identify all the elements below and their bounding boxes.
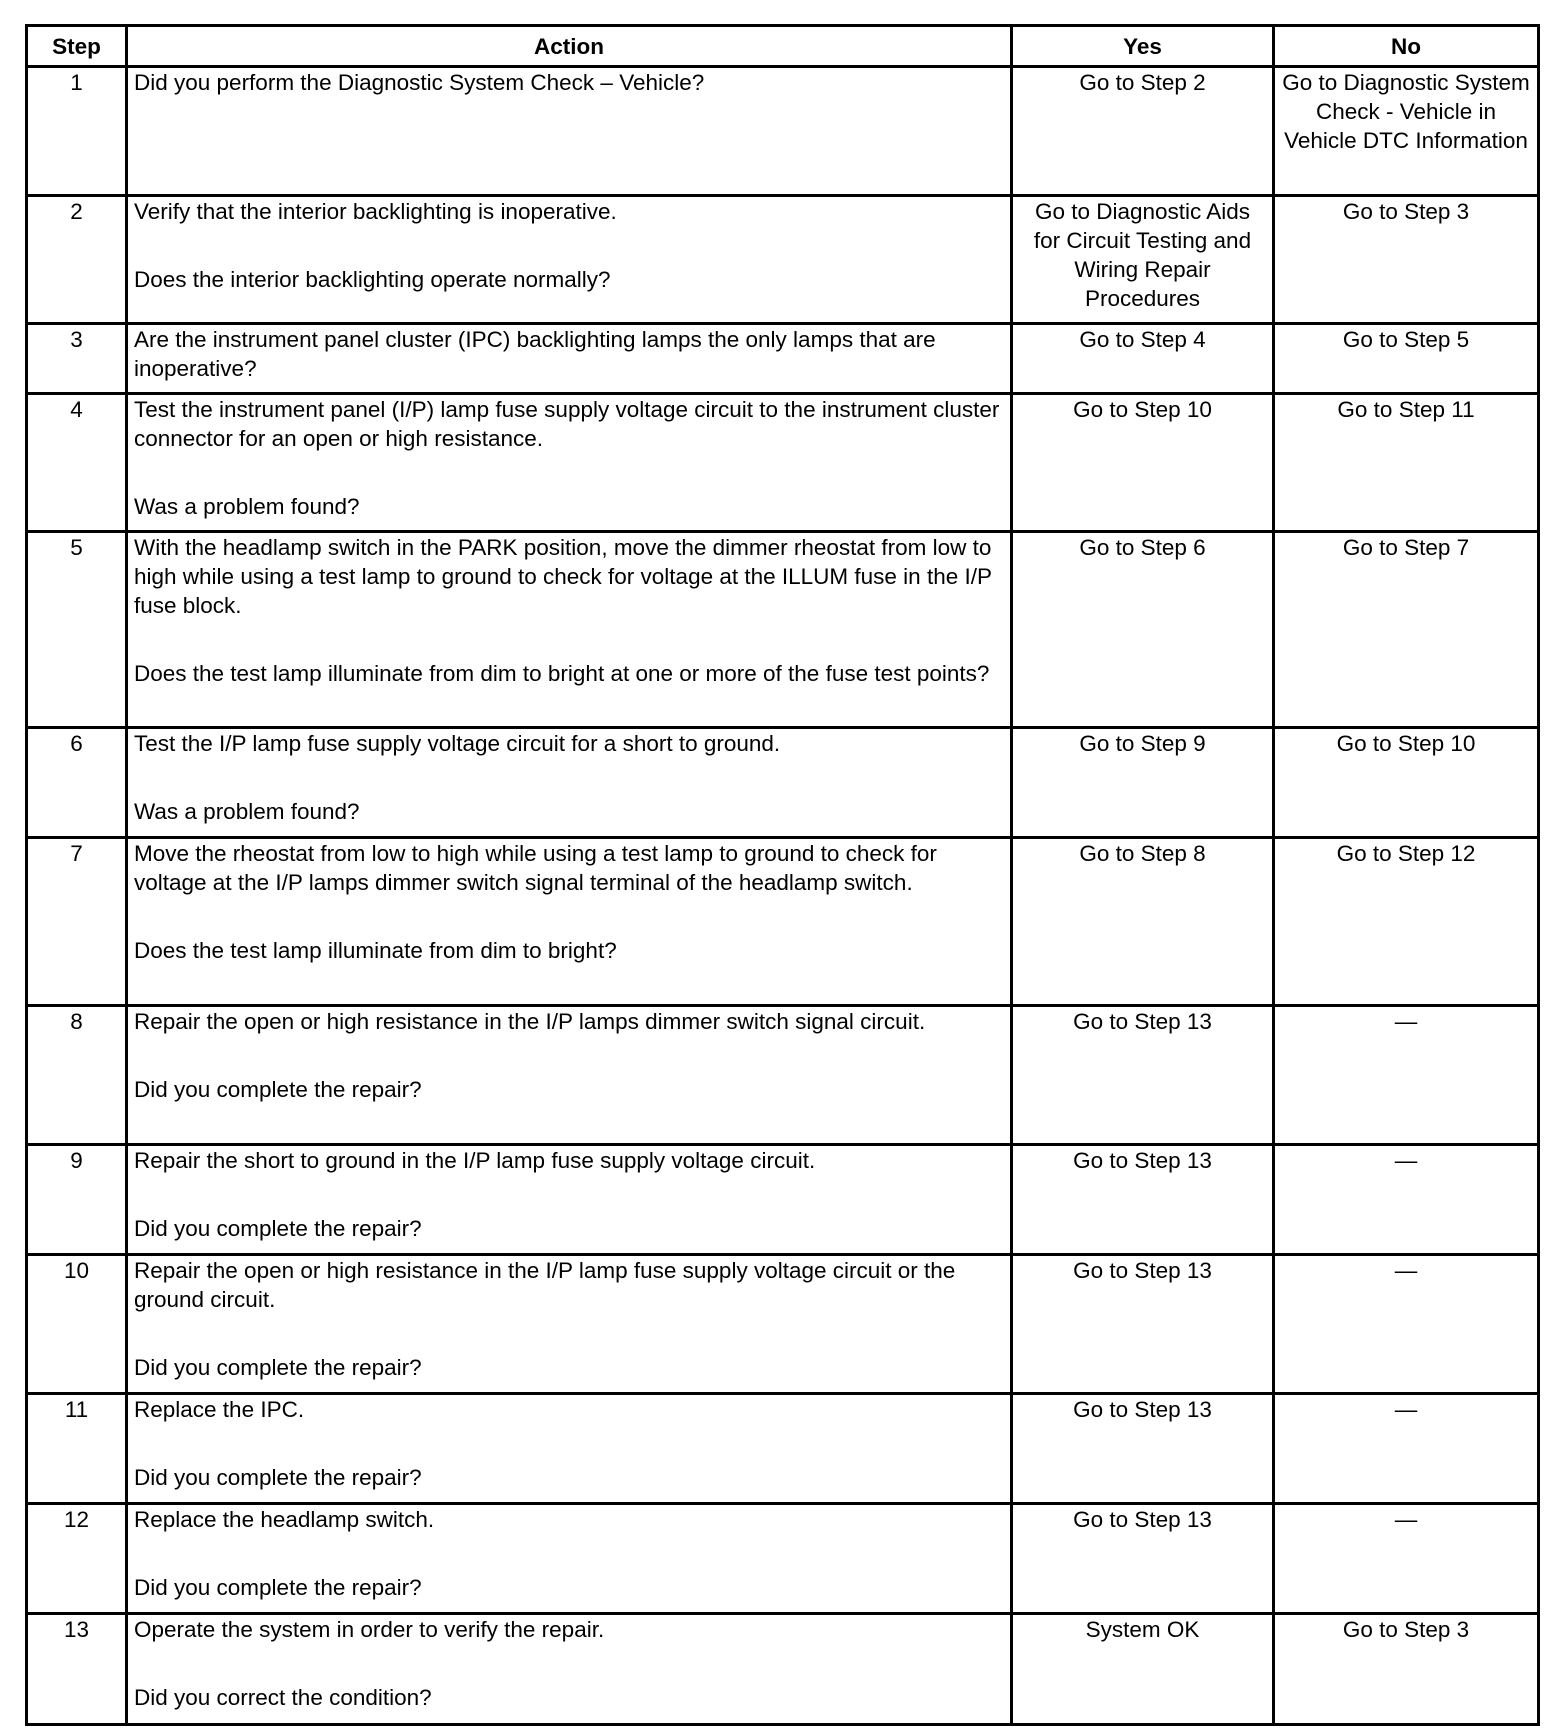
table-row — [27, 1255, 1539, 1394]
no-cell: Go to Step 10 — [1274, 728, 1539, 838]
table-row — [27, 196, 1539, 324]
step-number: 2 — [27, 196, 127, 324]
action-text: Operate the system in order to verify the repair. — [134, 1617, 605, 1642]
no-cell: Go to Step 5 — [1274, 324, 1539, 394]
header-step: Step — [27, 26, 127, 67]
action-text: Repair the open or high resistance in the I/P lamp fuse supply voltage circuit or the ground circuit. — [134, 1258, 962, 1312]
action-question: Does the test lamp illuminate from dim to bright at one or more of the fuse test points? — [134, 661, 990, 686]
yes-cell: Go to Step 13 — [1012, 1504, 1274, 1614]
action-cell — [127, 1006, 1012, 1145]
step-number: 8 — [27, 1006, 127, 1145]
action-cell — [127, 728, 1012, 838]
header-yes: Yes — [1012, 26, 1274, 67]
step-number: 10 — [27, 1255, 127, 1394]
step-number: 3 — [27, 324, 127, 394]
step-number: 12 — [27, 1504, 127, 1614]
step-number: 1 — [27, 67, 127, 196]
table-row — [27, 67, 1539, 196]
action-question: Did you complete the repair? — [134, 1216, 422, 1241]
yes-cell: Go to Step 13 — [1012, 1145, 1274, 1255]
action-text: Repair the open or high resistance in the I/P lamps dimmer switch signal circuit. — [134, 1009, 926, 1034]
action-text: With the headlamp switch in the PARK position, move the dimmer rheostat from low to high while using a test lamp to ground to check for voltage at the ILLUM fuse in the I/P fuse block. — [134, 535, 998, 618]
action-text: Move the rheostat from low to high while using a test lamp to ground to check for voltage at the I/P lamps dimmer switch signal terminal of the headlamp switch. — [134, 841, 944, 895]
step-number: 9 — [27, 1145, 127, 1255]
action-cell — [127, 1614, 1012, 1725]
table-row — [27, 324, 1539, 394]
table-row — [27, 1504, 1539, 1614]
action-cell — [127, 838, 1012, 1006]
action-question: Does the interior backlighting operate normally? — [134, 267, 611, 292]
table-row — [27, 838, 1539, 1006]
no-cell: — — [1274, 1255, 1539, 1394]
header-no: No — [1274, 26, 1539, 67]
action-question: Did you complete the repair? — [134, 1575, 422, 1600]
no-cell: Go to Step 11 — [1274, 394, 1539, 532]
step-number: 11 — [27, 1394, 127, 1504]
no-cell: Go to Diagnostic System Check - Vehicle in Vehicle DTC Information — [1274, 67, 1539, 196]
yes-cell: Go to Diagnostic Aids for Circuit Testing and Wiring Repair Procedures — [1012, 196, 1274, 324]
table-row — [27, 532, 1539, 728]
action-question: Did you complete the repair? — [134, 1465, 422, 1490]
header-row — [27, 26, 1539, 67]
yes-cell: Go to Step 6 — [1012, 532, 1274, 728]
action-question: Did you correct the condition? — [134, 1685, 432, 1710]
action-question: Does the test lamp illuminate from dim to bright? — [134, 938, 617, 963]
no-cell: Go to Step 3 — [1274, 1614, 1539, 1725]
action-cell — [127, 1394, 1012, 1504]
yes-cell: Go to Step 10 — [1012, 394, 1274, 532]
action-question: Did you complete the repair? — [134, 1355, 422, 1380]
yes-cell: System OK — [1012, 1614, 1274, 1725]
action-cell — [127, 1504, 1012, 1614]
table-row — [27, 1614, 1539, 1725]
table-row — [27, 728, 1539, 838]
header-action: Action — [127, 26, 1012, 67]
step-number: 13 — [27, 1614, 127, 1725]
no-cell: Go to Step 7 — [1274, 532, 1539, 728]
table-row — [27, 1006, 1539, 1145]
yes-cell: Go to Step 13 — [1012, 1006, 1274, 1145]
action-text: Are the instrument panel cluster (IPC) backlighting lamps the only lamps that are inoperative? — [134, 327, 942, 381]
yes-cell: Go to Step 4 — [1012, 324, 1274, 394]
action-text: Test the instrument panel (I/P) lamp fuse supply voltage circuit to the instrument cluster connector for an open or high resistance. — [134, 397, 1006, 451]
action-cell — [127, 324, 1012, 394]
yes-cell: Go to Step 13 — [1012, 1255, 1274, 1394]
no-cell: — — [1274, 1504, 1539, 1614]
table-row — [27, 1145, 1539, 1255]
action-cell — [127, 67, 1012, 196]
action-text: Replace the headlamp switch. — [134, 1507, 435, 1532]
action-question: Was a problem found? — [134, 494, 360, 519]
yes-cell: Go to Step 9 — [1012, 728, 1274, 838]
action-text: Repair the short to ground in the I/P lamp fuse supply voltage circuit. — [134, 1148, 816, 1173]
action-text: Did you perform the Diagnostic System Check – Vehicle? — [134, 70, 705, 95]
no-cell: — — [1274, 1006, 1539, 1145]
no-cell: — — [1274, 1145, 1539, 1255]
no-cell: — — [1274, 1394, 1539, 1504]
step-number: 6 — [27, 728, 127, 838]
diagnostic-table — [25, 24, 1540, 1726]
action-cell — [127, 394, 1012, 532]
action-cell — [127, 1255, 1012, 1394]
action-cell — [127, 1145, 1012, 1255]
action-question: Did you complete the repair? — [134, 1077, 422, 1102]
step-number: 4 — [27, 394, 127, 532]
action-cell — [127, 532, 1012, 728]
action-question: Was a problem found? — [134, 799, 360, 824]
action-text: Verify that the interior backlighting is inoperative. — [134, 199, 617, 224]
yes-cell: Go to Step 8 — [1012, 838, 1274, 1006]
step-number: 5 — [27, 532, 127, 728]
table-row — [27, 1394, 1539, 1504]
action-cell — [127, 196, 1012, 324]
no-cell: Go to Step 12 — [1274, 838, 1539, 1006]
table-row — [27, 394, 1539, 532]
yes-cell: Go to Step 13 — [1012, 1394, 1274, 1504]
yes-cell: Go to Step 2 — [1012, 67, 1274, 196]
action-text: Test the I/P lamp fuse supply voltage circuit for a short to ground. — [134, 731, 781, 756]
action-text: Replace the IPC. — [134, 1397, 305, 1422]
no-cell: Go to Step 3 — [1274, 196, 1539, 324]
step-number: 7 — [27, 838, 127, 1006]
